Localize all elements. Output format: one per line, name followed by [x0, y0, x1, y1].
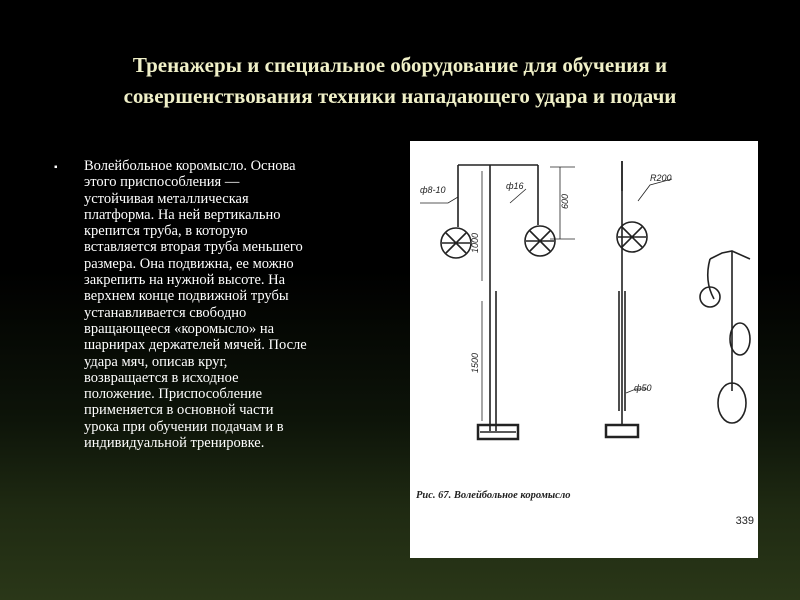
- bullet-line: устанавливается свободно: [84, 304, 247, 321]
- bullet-line: удара мяч, описав круг,: [84, 353, 228, 370]
- dim-label-d-base: ф50: [634, 383, 652, 393]
- slide-title: [20, 50, 780, 112]
- bullet-line: применяется в основной части: [84, 402, 274, 419]
- bullet-line: шарнирах держателей мячей. После: [84, 337, 307, 354]
- bullet-line: возвращается в исходное: [84, 369, 239, 386]
- bullet-line: вращающееся «коромысло» на: [84, 320, 275, 337]
- bullet-line: индивидуальной тренировке.: [84, 435, 265, 452]
- slide-title-line-2: совершенствования техники нападающего удара и подачи: [123, 84, 677, 108]
- page-number: 339: [735, 515, 754, 527]
- figure-image: [410, 141, 758, 558]
- bullet-line: устойчивая металлическая: [84, 190, 249, 207]
- bullet-line: положение. Приспособление: [84, 386, 263, 403]
- dim-label-d-left: ф8-10: [420, 185, 446, 195]
- dim-label-d-arm: ф16: [506, 181, 524, 191]
- bullet-line: крепится труба, в которую: [84, 223, 248, 240]
- bullet-line: платформа. На ней вертикально: [84, 206, 281, 223]
- bullet-line: урока при обучении подачам и в: [84, 418, 284, 435]
- bullet-paragraph: [84, 158, 394, 451]
- slide-title-line-1: Тренажеры и специальное оборудование для обучения и: [132, 53, 668, 77]
- dim-label-lower-tube: 1500: [470, 352, 480, 373]
- bullet-line: этого приспособления —: [84, 174, 240, 191]
- dim-label-radius: R200: [650, 173, 672, 183]
- bullet-line: закрепить на нужной высоте. На: [84, 272, 286, 289]
- figure-caption: Рис. 67. Волейбольное коромысло: [416, 490, 571, 501]
- bullet-line: Волейбольное коромысло. Основа: [84, 158, 296, 174]
- dim-label-arm-height: 600: [560, 193, 570, 209]
- bullet-line: вставляется вторая труба меньшего: [84, 239, 303, 256]
- bullet-line: размера. Она подвижна, ее можно: [84, 255, 294, 272]
- bullet-line: верхнем конце подвижной трубы: [84, 288, 289, 305]
- bullet-marker-icon: ▪: [54, 162, 58, 173]
- dim-label-upper-tube: 1000: [470, 232, 480, 253]
